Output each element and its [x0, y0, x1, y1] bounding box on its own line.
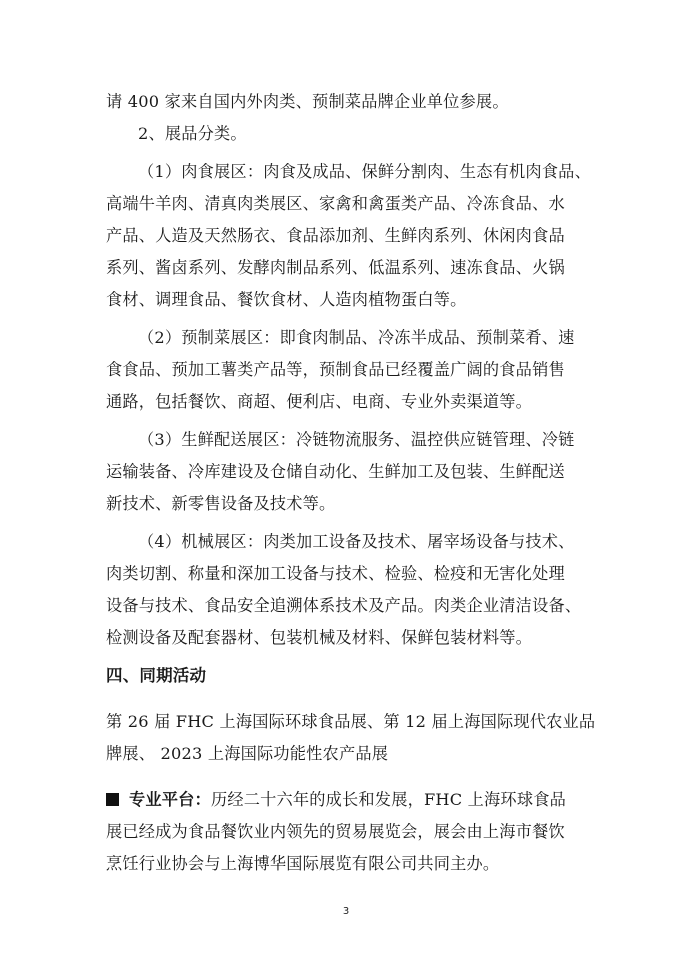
- paragraph-line: 肉类切割、称量和深加工设备与技术、检验、检疫和无害化处理: [106, 564, 565, 583]
- section-4-heading: 四、同期活动: [106, 666, 207, 685]
- platform-label: 专业平台：: [129, 790, 211, 809]
- platform-text: 历经二十六年的成长和发展，FHC 上海环球食品: [210, 790, 566, 809]
- paragraph-line: 通路，包括餐饮、商超、便利店、电商、专业外卖渠道等。: [106, 392, 533, 411]
- paragraph-line: （2）预制菜展区：即食肉制品、冷冻半成品、预制菜肴、速: [138, 328, 575, 347]
- paragraph-line: [106, 784, 592, 816]
- paragraph-line: 展已经成为食品餐饮业内领先的贸易展览会，展会由上海市餐饮: [106, 822, 565, 841]
- section-2-title: 2、展品分类。: [138, 124, 247, 143]
- platform-paragraph: [106, 784, 592, 880]
- square-bullet-icon: [106, 793, 119, 806]
- paragraph-line: 第 26 届 FHC 上海国际环球食品展、第 12 届上海国际现代农业品: [106, 712, 596, 731]
- category-machinery: [106, 526, 592, 654]
- paragraph-line: 系列、酱卤系列、发酵肉制品系列、低温系列、速冻食品、火锅: [106, 258, 565, 277]
- paragraph-line: 新技术、新零售设备及技术等。: [106, 494, 336, 513]
- paragraph-line: 运输装备、冷库建设及仓储自动化、生鲜加工及包装、生鲜配送: [106, 462, 565, 481]
- paragraph-line: 检测设备及配套器材、包装机械及材料、保鲜包装材料等。: [106, 628, 533, 647]
- paragraph-line: 产品、人造及天然肠衣、食品添加剂、生鲜肉系列、休闲肉食品: [106, 226, 565, 245]
- concurrent-events: [106, 706, 596, 770]
- paragraph-line: 烹饪行业协会与上海博华国际展览有限公司共同主办。: [106, 854, 500, 873]
- category-meat: [106, 156, 592, 316]
- intro-line: 请 400 家来自国内外肉类、预制菜品牌企业单位参展。: [106, 92, 509, 111]
- paragraph-line: 设备与技术、食品安全追溯体系技术及产品。肉类企业清洁设备、: [106, 596, 582, 615]
- category-prepared-food: [106, 322, 592, 418]
- paragraph-line: （1）肉食展区：肉食及成品、保鲜分割肉、生态有机肉食品、: [138, 162, 591, 181]
- category-fresh-delivery: [106, 424, 592, 520]
- document-page: [106, 86, 596, 880]
- paragraph-line: （3）生鲜配送展区：冷链物流服务、温控供应链管理、冷链: [138, 430, 575, 449]
- paragraph-line: 食材、调理食品、餐饮食材、人造肉植物蛋白等。: [106, 290, 467, 309]
- page-number: 3: [342, 906, 350, 917]
- paragraph-line: （4）机械展区：肉类加工设备及技术、屠宰场设备与技术、: [138, 532, 575, 551]
- paragraph-line: 高端牛羊肉、清真肉类展区、家禽和禽蛋类产品、冷冻食品、水: [106, 194, 565, 213]
- paragraph-line: 食食品、预加工薯类产品等，预制食品已经覆盖广阔的食品销售: [106, 360, 565, 379]
- paragraph-line: 牌展、 2023 上海国际功能性农产品展: [106, 744, 389, 763]
